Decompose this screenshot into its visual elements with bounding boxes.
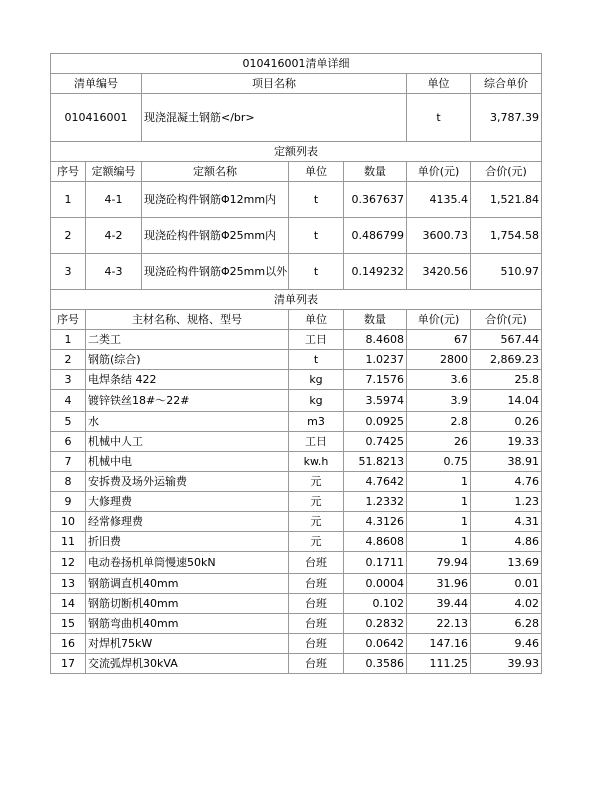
cell-total: 4.86 <box>471 532 542 552</box>
cell-no: 11 <box>51 532 86 552</box>
cell-price: 0.75 <box>407 452 471 472</box>
cell-price: 1 <box>407 492 471 512</box>
cell-unit: t <box>289 350 344 370</box>
list-row <box>51 350 542 370</box>
cell-total: 4.76 <box>471 472 542 492</box>
cell-unit: 元 <box>289 492 344 512</box>
cell-qty: 0.0642 <box>344 634 407 654</box>
cell-price: 2800 <box>407 350 471 370</box>
column-header: 单位 <box>289 162 344 182</box>
cell-qty: 0.367637 <box>344 182 407 218</box>
cell-unit: kw.h <box>289 452 344 472</box>
cell-no: 15 <box>51 614 86 634</box>
cell-qty: 4.8608 <box>344 532 407 552</box>
bill-code: 010416001 <box>51 94 142 142</box>
column-header: 数量 <box>344 162 407 182</box>
list-row <box>51 492 542 512</box>
list-row <box>51 512 542 532</box>
cell-total: 2,869.23 <box>471 350 542 370</box>
list-row <box>51 552 542 574</box>
column-header: 单位 <box>289 310 344 330</box>
cell-qty: 0.7425 <box>344 432 407 452</box>
list-body <box>51 330 542 674</box>
cell-unit: 工日 <box>289 330 344 350</box>
column-header: 数量 <box>344 310 407 330</box>
cell-name: 交流弧焊机30kVA <box>86 654 289 674</box>
cell-total: 567.44 <box>471 330 542 350</box>
list-row <box>51 370 542 390</box>
column-header: 合价(元) <box>471 162 542 182</box>
column-header: 主材名称、规格、型号 <box>86 310 289 330</box>
cell-qty: 1.0237 <box>344 350 407 370</box>
cell-price: 31.96 <box>407 574 471 594</box>
column-header: 定额名称 <box>142 162 289 182</box>
cell-no: 2 <box>51 350 86 370</box>
cell-unit: 元 <box>289 512 344 532</box>
cell-no: 10 <box>51 512 86 532</box>
list-row <box>51 634 542 654</box>
cell-no: 16 <box>51 634 86 654</box>
cell-total: 4.31 <box>471 512 542 532</box>
cell-name: 机械中人工 <box>86 432 289 452</box>
header-name-label: 项目名称 <box>142 74 407 94</box>
cell-unit: 元 <box>289 472 344 492</box>
quota-header-row <box>51 162 542 182</box>
list-row <box>51 412 542 432</box>
cell-total: 0.01 <box>471 574 542 594</box>
cell-total: 1,754.58 <box>471 218 542 254</box>
list-row <box>51 432 542 452</box>
cell-total: 1.23 <box>471 492 542 512</box>
cell-name: 钢筋弯曲机40mm <box>86 614 289 634</box>
cell-qty: 1.2332 <box>344 492 407 512</box>
cell-qty: 0.486799 <box>344 218 407 254</box>
list-row <box>51 330 542 350</box>
cell-total: 510.97 <box>471 254 542 290</box>
cell-name: 电焊条结 422 <box>86 370 289 390</box>
cell-qty: 0.0925 <box>344 412 407 432</box>
cell-total: 13.69 <box>471 552 542 574</box>
cell-price: 79.94 <box>407 552 471 574</box>
cell-qty: 0.2832 <box>344 614 407 634</box>
cell-name: 安拆费及场外运输费 <box>86 472 289 492</box>
cell-no: 6 <box>51 432 86 452</box>
cell-no: 17 <box>51 654 86 674</box>
bill-price: 3,787.39 <box>471 94 542 142</box>
cell-price: 3600.73 <box>407 218 471 254</box>
list-header-row <box>51 310 542 330</box>
list-row <box>51 452 542 472</box>
cell-no: 5 <box>51 412 86 432</box>
list-row <box>51 532 542 552</box>
cell-name: 机械中电 <box>86 452 289 472</box>
list-row <box>51 594 542 614</box>
list-row <box>51 654 542 674</box>
cell-qty: 8.4608 <box>344 330 407 350</box>
cell-unit: 台班 <box>289 614 344 634</box>
cell-no: 7 <box>51 452 86 472</box>
cell-name: 钢筋(综合) <box>86 350 289 370</box>
cell-price: 22.13 <box>407 614 471 634</box>
quota-section-title: 定额列表 <box>51 142 542 162</box>
cell-name: 大修理费 <box>86 492 289 512</box>
cell-name: 二类工 <box>86 330 289 350</box>
cell-name: 电动卷扬机单筒慢速50kN <box>86 552 289 574</box>
cell-unit: 台班 <box>289 634 344 654</box>
bill-detail-table <box>50 53 542 674</box>
cell-no: 13 <box>51 574 86 594</box>
cell-code: 4-3 <box>86 254 142 290</box>
header-code-label: 清单编号 <box>51 74 142 94</box>
cell-price: 4135.4 <box>407 182 471 218</box>
cell-qty: 51.8213 <box>344 452 407 472</box>
cell-unit: kg <box>289 370 344 390</box>
cell-name: 钢筋调直机40mm <box>86 574 289 594</box>
cell-no: 8 <box>51 472 86 492</box>
list-row <box>51 614 542 634</box>
cell-unit: m3 <box>289 412 344 432</box>
column-header: 合价(元) <box>471 310 542 330</box>
cell-name: 现浇砼构件钢筋Φ25mm内 <box>142 218 289 254</box>
cell-qty: 3.5974 <box>344 390 407 412</box>
column-header: 定额编号 <box>86 162 142 182</box>
cell-qty: 0.3586 <box>344 654 407 674</box>
cell-price: 39.44 <box>407 594 471 614</box>
cell-no: 2 <box>51 218 86 254</box>
cell-unit: 台班 <box>289 594 344 614</box>
cell-no: 9 <box>51 492 86 512</box>
cell-name: 折旧费 <box>86 532 289 552</box>
cell-unit: 元 <box>289 532 344 552</box>
cell-qty: 0.0004 <box>344 574 407 594</box>
cell-no: 14 <box>51 594 86 614</box>
cell-price: 67 <box>407 330 471 350</box>
cell-qty: 4.7642 <box>344 472 407 492</box>
cell-name: 镀锌铁丝18#～22# <box>86 390 289 412</box>
list-row <box>51 390 542 412</box>
cell-price: 147.16 <box>407 634 471 654</box>
cell-total: 14.04 <box>471 390 542 412</box>
cell-no: 3 <box>51 254 86 290</box>
quota-row <box>51 182 542 218</box>
cell-total: 0.26 <box>471 412 542 432</box>
cell-total: 6.28 <box>471 614 542 634</box>
cell-qty: 0.1711 <box>344 552 407 574</box>
column-header: 序号 <box>51 162 86 182</box>
cell-total: 38.91 <box>471 452 542 472</box>
cell-total: 1,521.84 <box>471 182 542 218</box>
cell-price: 111.25 <box>407 654 471 674</box>
cell-unit: kg <box>289 390 344 412</box>
cell-price: 1 <box>407 512 471 532</box>
cell-unit: t <box>289 182 344 218</box>
cell-code: 4-1 <box>86 182 142 218</box>
cell-total: 9.46 <box>471 634 542 654</box>
cell-unit: t <box>289 254 344 290</box>
cell-no: 1 <box>51 182 86 218</box>
list-row <box>51 472 542 492</box>
column-header: 单价(元) <box>407 162 471 182</box>
cell-price: 1 <box>407 532 471 552</box>
cell-price: 2.8 <box>407 412 471 432</box>
list-section-title: 清单列表 <box>51 290 542 310</box>
cell-total: 25.8 <box>471 370 542 390</box>
cell-price: 3.9 <box>407 390 471 412</box>
cell-no: 12 <box>51 552 86 574</box>
bill-name: 现浇混凝土钢筋</br> <box>142 94 407 142</box>
cell-qty: 4.3126 <box>344 512 407 532</box>
cell-name: 钢筋切断机40mm <box>86 594 289 614</box>
cell-no: 3 <box>51 370 86 390</box>
cell-no: 4 <box>51 390 86 412</box>
cell-qty: 7.1576 <box>344 370 407 390</box>
header-unit-label: 单位 <box>407 74 471 94</box>
cell-unit: 台班 <box>289 552 344 574</box>
cell-name: 对焊机75kW <box>86 634 289 654</box>
cell-qty: 0.102 <box>344 594 407 614</box>
cell-code: 4-2 <box>86 218 142 254</box>
quota-row <box>51 218 542 254</box>
cell-total: 19.33 <box>471 432 542 452</box>
cell-price: 26 <box>407 432 471 452</box>
cell-total: 4.02 <box>471 594 542 614</box>
quota-row <box>51 254 542 290</box>
cell-name: 经常修理费 <box>86 512 289 532</box>
list-row <box>51 574 542 594</box>
cell-unit: 台班 <box>289 654 344 674</box>
bill-unit: t <box>407 94 471 142</box>
cell-total: 39.93 <box>471 654 542 674</box>
column-header: 单价(元) <box>407 310 471 330</box>
column-header: 序号 <box>51 310 86 330</box>
cell-name: 现浇砼构件钢筋Φ12mm内 <box>142 182 289 218</box>
cell-price: 3420.56 <box>407 254 471 290</box>
cell-qty: 0.149232 <box>344 254 407 290</box>
cell-unit: 工日 <box>289 432 344 452</box>
cell-name: 水 <box>86 412 289 432</box>
header-price-label: 综合单价 <box>471 74 542 94</box>
cell-unit: t <box>289 218 344 254</box>
cell-unit: 台班 <box>289 574 344 594</box>
cell-no: 1 <box>51 330 86 350</box>
cell-name: 现浇砼构件钢筋Φ25mm以外 <box>142 254 289 290</box>
cell-price: 3.6 <box>407 370 471 390</box>
page-title: 010416001清单详细 <box>51 54 542 74</box>
cell-price: 1 <box>407 472 471 492</box>
